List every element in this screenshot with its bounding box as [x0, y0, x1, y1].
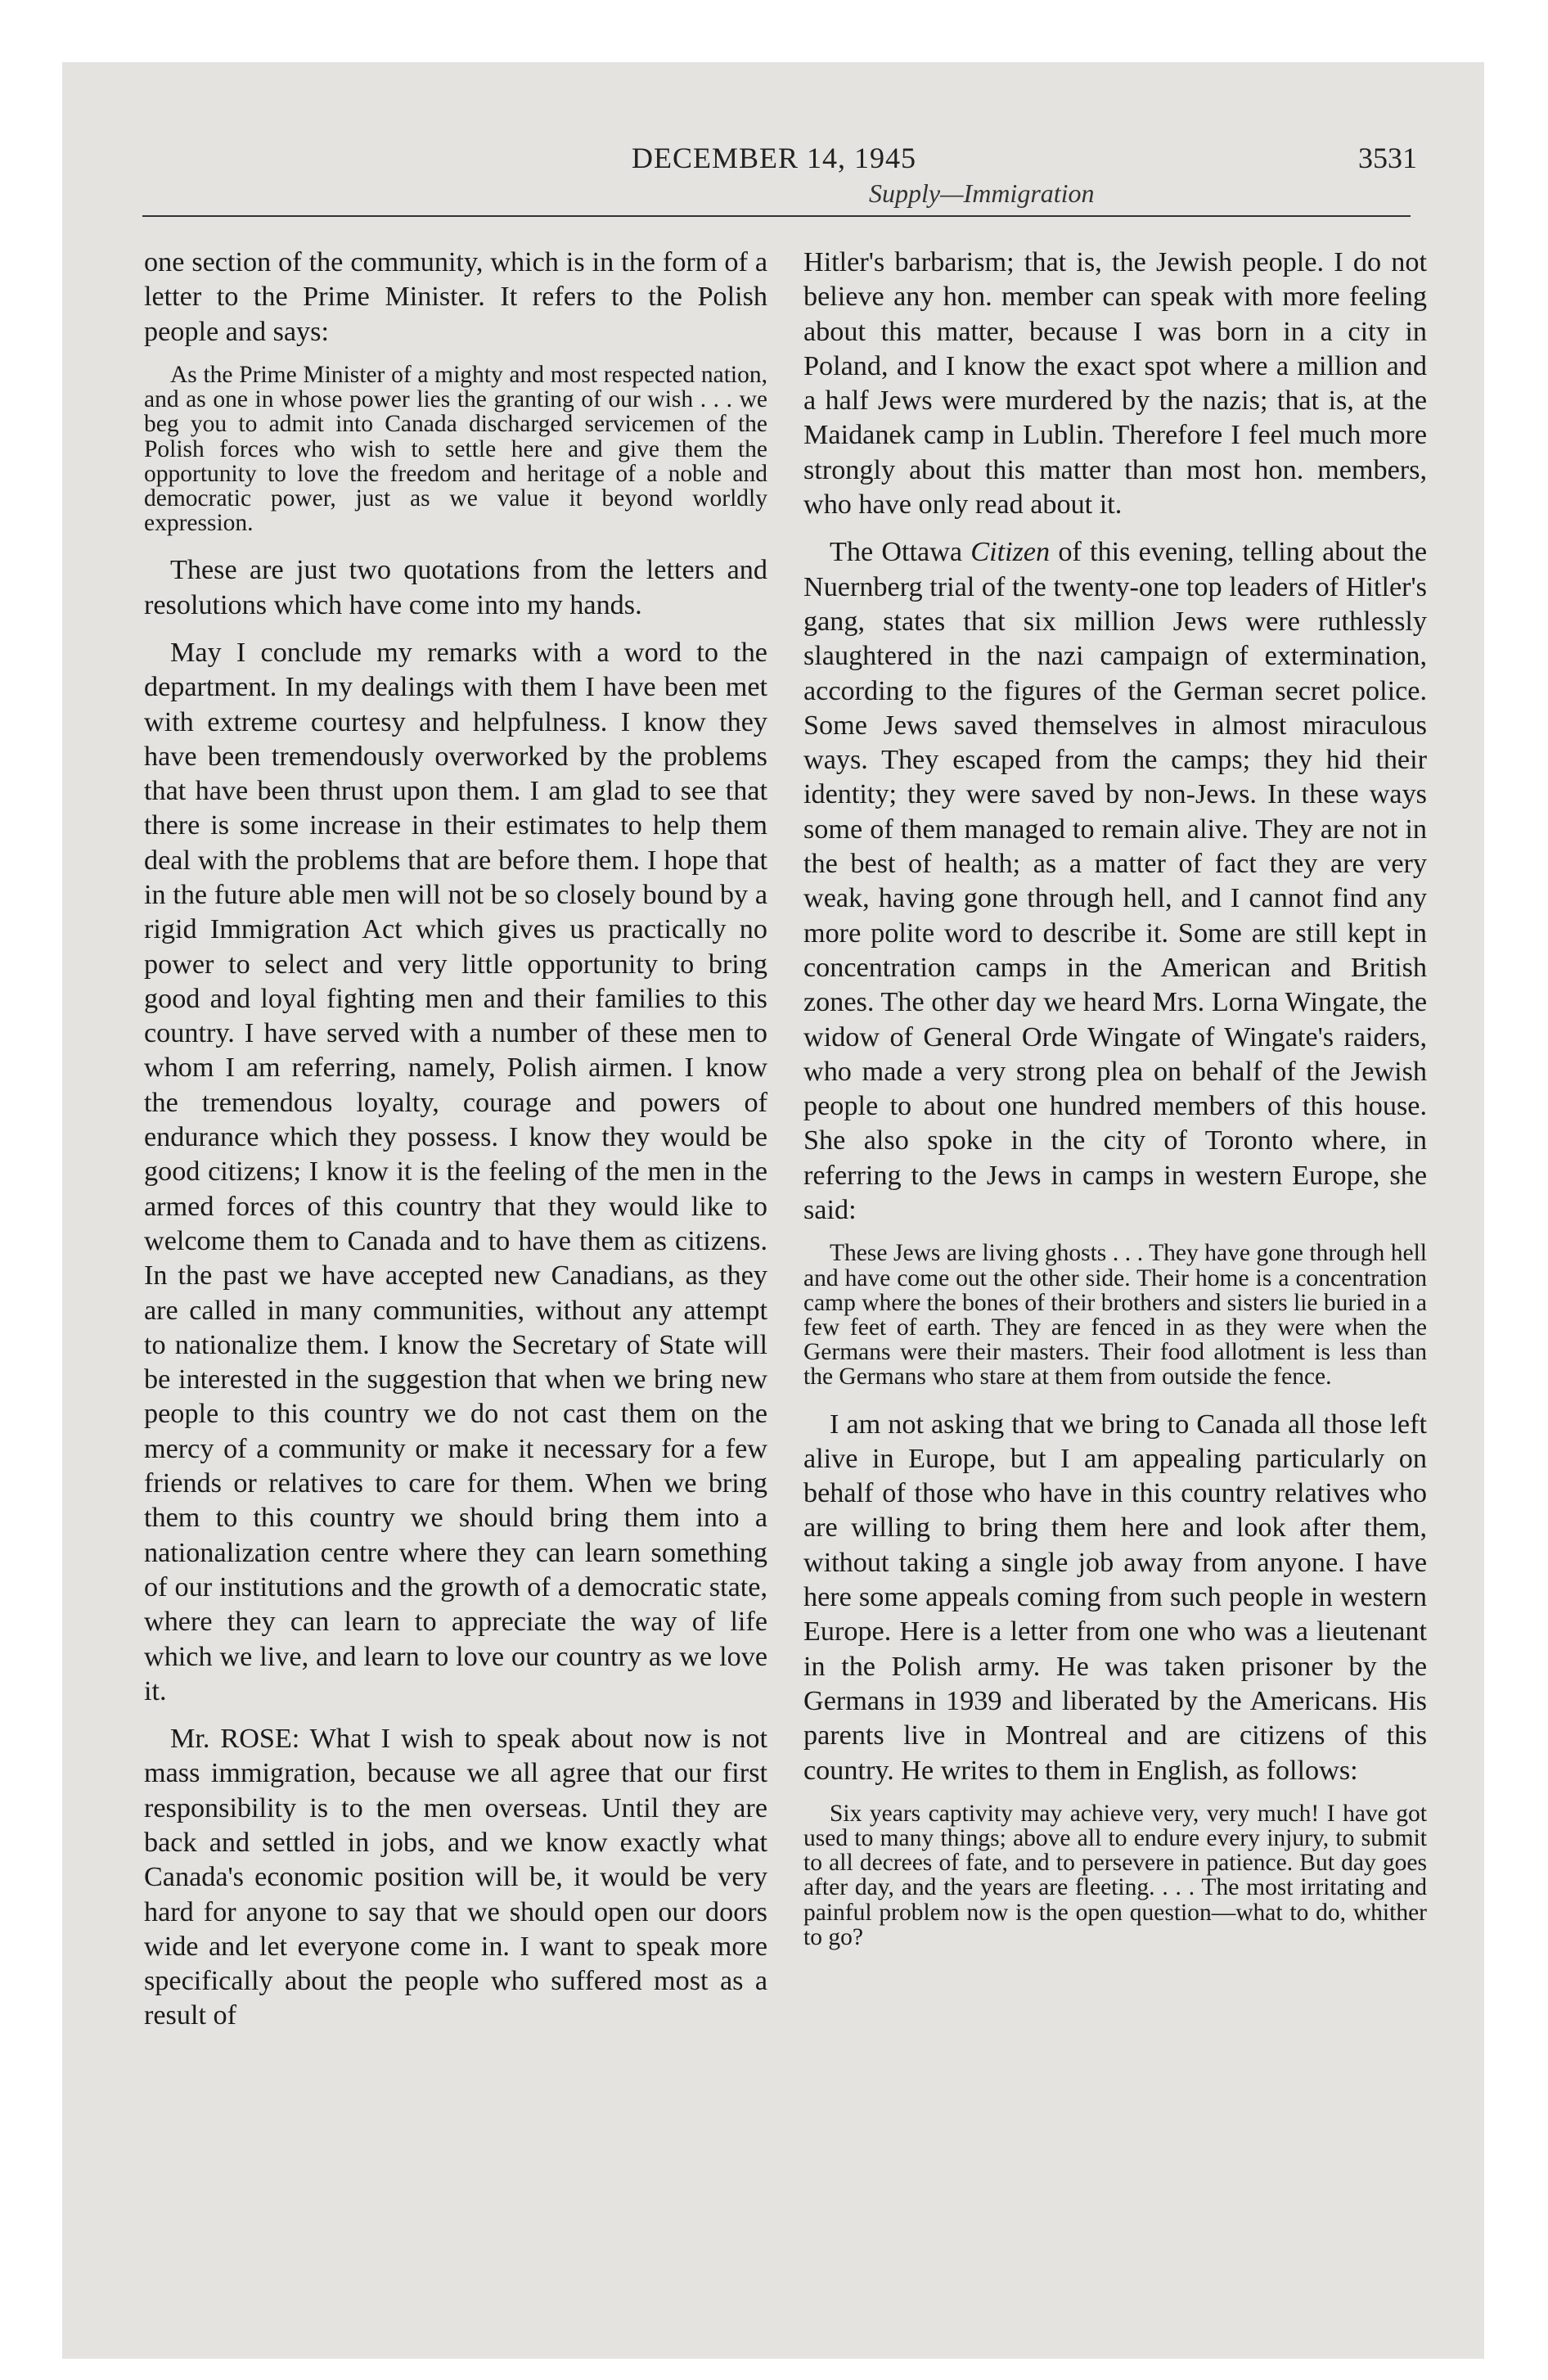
right-column — [803, 246, 1427, 1968]
paragraph: May I conclude my remarks with a word to the department. In my dealings with them I have been met with extreme courtesy and helpfulness. I know they have been tremendously overworked by the problems that have been thrust upon them. I am glad to see that there is some increase in their estimates to help them deal with the problems that are before them. I hope that in the future able men will not be so closely bound by a rigid Immigration Act which gives us practically no power to select and very little opportunity to bring good and loyal fighting men and their families to this country. I have served with a number of these men to whom I am referring, namely, Polish airmen. I know the tremendous loyalty, courage and powers of endurance which they possess. I know they would be good citizens; I know it is the feeling of the men in the armed forces of this country that they would like to welcome them to Canada and to have them as citizens. In the past we have accepted new Canadians, as they are called in many communities, without any attempt to nationalize them. I know the Secretary of State will be interested in the suggestion that when we bring new people to this country we do not cast them on the mercy of a community or make it necessary for a few friends or relatives to care for them. When we bring them to this country we should bring them into a nationalization centre where they can learn something of our institutions and the growth of a democratic state, where they can learn to appreciate the way of life which we live, and learn to love our country as we love it. — [144, 637, 767, 1706]
paragraph: These are just two quotations from the letters and resolutions which have come into my hands. — [144, 555, 767, 620]
paragraph: Mr. ROSE: What I wish to speak about now is not mass immigration, because we all agree that our first responsibility is to the men overseas. Until they are back and settled in jobs, and we know exactly what Canada's economic position will be, it would be very hard for anyone to say that we should open our doors wide and let everyone come in. I want to speak more specifically about the people who suffered most as a result of — [144, 1724, 767, 2031]
quotation: As the Prime Minister of a mighty and most respected nation, and as one in whose power lies the granting of our wish . . . we beg you to admit into Canada discharged servicemen of the Polish forces who wish to settle here and give them the opportunity to love the freedom and heritage of a noble and democratic power, just as we value it beyond worldly expression. — [144, 361, 767, 537]
quotation: These Jews are living ghosts . . . They have gone through hell and have come out the other side. Their home is a concentration camp where the bones of their brothers and sisters lie buried in a few feet of earth. They are fenced in as they were when the Germans were their masters. Their food allotment is less than the Germans who stare at them from outside the fence. — [803, 1240, 1427, 1391]
quotation: Six years captivity may achieve very, very much! I have got used to many things; above all to endure every injury, to submit to all decrees of fate, and to persevere in patience. But day goes after day, and the years are fleeting. . . . The most irritating and painful problem now is the open question—what to do, whither to go? — [803, 1800, 1427, 1950]
paragraph: I am not asking that we bring to Canada all those left alive in Europe, but I am appealing particularly on behalf of those who have in this country relatives who are willing to bring them here and look after them, without taking a single job away from anyone. I have here some appeals coming from such people in western Europe. Here is a letter from one who was a lieutenant in the Polish army. He was taken prisoner by the Germans in 1939 and liberated by the Americans. His parents live in Montreal and are citizens of this country. He writes to them in English, as follows: — [803, 1409, 1427, 1786]
paragraph: one section of the community, which is in the form of a letter to the Prime Minister. It refers to the Polish people and says: — [144, 247, 767, 347]
left-column — [144, 246, 767, 2047]
paragraph-text: of this evening, telling about the Nuernberg trial of the twenty-one top leaders of Hitler's gang, states that six million Jews were ruthlessly slaughtered in the nazi campaign of extermination, according to the figures of the German secret police. Some Jews saved themselves in almost miraculous ways. They escaped from the camps; they hid their identity; they were saved by non-Jews. In these ways some of them managed to remain alive. They are not in the best of health; as a matter of fact they are very weak, having gone through hell, and I cannot find any more polite word to describe it. Some are still kept in concentration camps in the American and British zones. The other day we heard Mrs. Lorna Wingate, the widow of General Orde Wingate of Wingate's raiders, who made a very strong plea on behalf of the Jewish people to about one hundred members of this house. She also spoke in the city of Toronto where, in referring to the Jews in camps in western Europe, she said: — [803, 537, 1428, 1226]
section-title: Supply—Immigration — [869, 178, 1095, 208]
paragraph: Hitler's barbarism; that is, the Jewish people. I do not believe any hon. member can speak with more feeling about this matter, because I was born in a city in Poland, and I know the exact spot where a million and a half Jews were murdered by the nazis; that is, at the Maidanek camp in Lublin. Therefore I feel much more strongly about this matter than most hon. members, who have only read about it. — [803, 247, 1427, 521]
header-rule — [142, 215, 1411, 217]
paragraph-text: The Ottawa — [830, 537, 971, 568]
paragraph — [803, 535, 1427, 1228]
header-date: DECEMBER 14, 1945 — [631, 142, 916, 174]
newspaper-name: Citizen — [970, 537, 1051, 568]
page-number: 3531 — [1358, 142, 1417, 174]
